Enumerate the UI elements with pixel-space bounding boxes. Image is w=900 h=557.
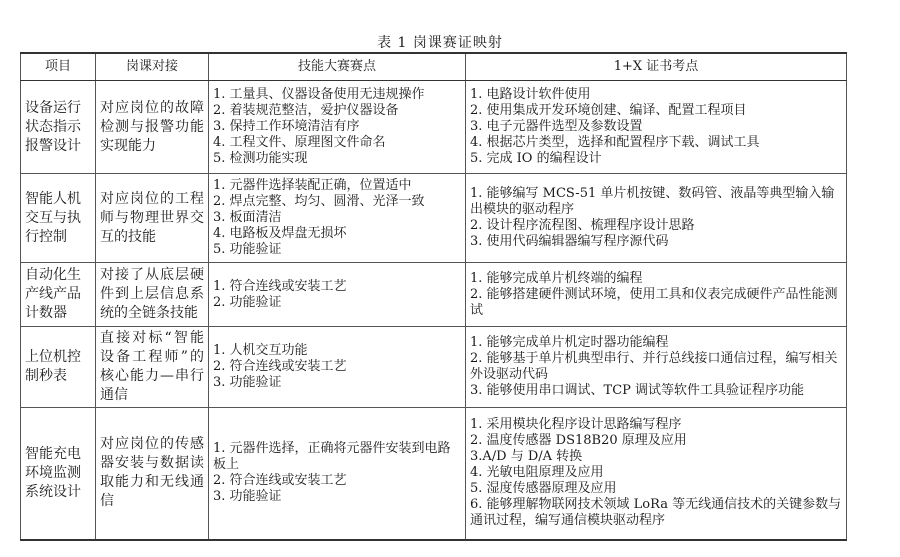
skill-item: 4. 工程文件、原理图文件命名 (213, 135, 386, 150)
cert-cell (466, 174, 847, 263)
skill-item: 2. 符合连线或安装工艺 (213, 359, 347, 374)
skill-item: 2. 着装规范整洁，爱护仪器设备 (213, 103, 399, 118)
table-row (21, 263, 847, 327)
cert-item: 6. 能够理解物联网技术领域 LoRa 等无线通信技术的关键参数与通讯过程，编写通信模块驱动程序 (470, 497, 842, 529)
skill-item: 2. 符合连线或安装工艺 (213, 473, 347, 489)
cert-cell (466, 327, 847, 408)
cert-item: 2. 使用集成开发环境创建、编译、配置工程项目 (470, 103, 747, 118)
skill-item: 1. 元器件选择装配正确，位置适中 (213, 178, 412, 193)
job-cell: 对应岗位的故障检测与报警功能实现能力 (96, 81, 209, 174)
cert-item: 5. 湿度传感器原理及应用 (470, 481, 617, 497)
skills-cell (209, 174, 466, 263)
skill-item: 4. 电路板及焊盘无损坏 (213, 226, 347, 241)
cert-item: 1. 采用模块化程序设计思路编写程序 (470, 417, 682, 433)
project-cell: 智能人机交互与执行控制 (21, 174, 96, 263)
skill-item: 2. 焊点完整、均匀、圆滑、光泽一致 (213, 194, 425, 209)
header-job: 岗课对接 (96, 53, 209, 81)
skill-item: 3. 功能验证 (213, 489, 282, 505)
cert-item: 4. 光敏电阻原理及应用 (470, 465, 604, 481)
job-cell: 对应岗位的传感器安装与数据读取能力和无线通信 (96, 408, 209, 540)
cert-item: 2. 能够基于单片机典型串行、并行总线接口通信过程，编写相关外设驱动代码 (470, 351, 838, 382)
cert-item: 3. 使用代码编辑器编写程序源代码 (470, 234, 669, 249)
skills-cell (209, 327, 466, 408)
job-cell: 对接了从底层硬件到上层信息系统的全链条技能 (96, 263, 209, 327)
cert-item: 1. 能够编写 MCS-51 单片机按键、数码管、液晶等典型输入输出模块的驱动程序 (470, 186, 835, 217)
cert-item: 3.A/D 与 D/A 转换 (470, 449, 583, 465)
cert-item: 2. 能够搭建硬件测试环境，使用工具和仪表完成硬件产品性能测试 (470, 286, 838, 318)
skill-item: 5. 检测功能实现 (213, 151, 308, 166)
skill-item: 2. 功能验证 (213, 294, 282, 310)
skill-item: 3. 板面清洁 (213, 210, 282, 225)
skills-cell (209, 408, 466, 540)
job-cell: 直接对标“智能设备工程师”的核心能力—串行通信 (96, 327, 209, 408)
skill-item: 1. 人机交互功能 (213, 343, 308, 358)
table-row (21, 81, 847, 174)
project-cell: 上位机控制秒表 (21, 327, 96, 408)
cert-item: 1. 电路设计软件使用 (470, 87, 591, 102)
skill-item: 3. 功能验证 (213, 375, 282, 390)
header-skills: 技能大赛赛点 (209, 53, 466, 81)
cert-item: 2. 设计程序流程图、梳理程序设计思路 (470, 218, 695, 233)
header-project: 项目 (21, 53, 96, 81)
skill-item: 3. 保持工作环境清洁有序 (213, 119, 360, 134)
table-row (21, 327, 847, 408)
table-row (21, 174, 847, 263)
cert-item: 3. 能够使用串口调试、TCP 调试等软件工具验证程序功能 (470, 383, 805, 398)
cert-item: 2. 温度传感器 DS18B20 原理及应用 (470, 433, 687, 449)
skills-cell (209, 263, 466, 327)
project-cell: 智能充电环境监测系统设计 (21, 408, 96, 540)
cert-cell (466, 408, 847, 540)
table-caption: 表 1 岗课赛证映射 (377, 35, 503, 51)
cert-cell (466, 263, 847, 327)
project-cell: 设备运行状态指示报警设计 (21, 81, 96, 174)
table-row (21, 408, 847, 540)
mapping-table (20, 52, 847, 541)
cert-item: 1. 能够完成单片机终端的编程 (470, 270, 643, 286)
cert-item: 3. 电子元器件选型及参数设置 (470, 119, 643, 134)
job-cell: 对应岗位的工程师与物理世界交互的技能 (96, 174, 209, 263)
cert-item: 4. 根据芯片类型，选择和配置程序下载、调试工具 (470, 135, 760, 150)
skill-item: 1. 元器件选择，正确将元器件安装到电路板上 (213, 441, 451, 473)
skill-item: 1. 符合连线或安装工艺 (213, 278, 347, 294)
cert-item: 1. 能够完成单片机定时器功能编程 (470, 335, 669, 350)
skill-item: 5. 功能验证 (213, 242, 282, 257)
cert-cell (466, 81, 847, 174)
cert-item: 5. 完成 IO 的编程设计 (470, 151, 602, 166)
skills-cell (209, 81, 466, 174)
skill-item: 1. 工量具、仪器设备使用无违规操作 (213, 87, 425, 102)
header-cert: 1+X 证书考点 (466, 53, 847, 81)
table-body (21, 81, 847, 540)
header-row (21, 53, 847, 81)
project-cell: 自动化生产线产品计数器 (21, 263, 96, 327)
